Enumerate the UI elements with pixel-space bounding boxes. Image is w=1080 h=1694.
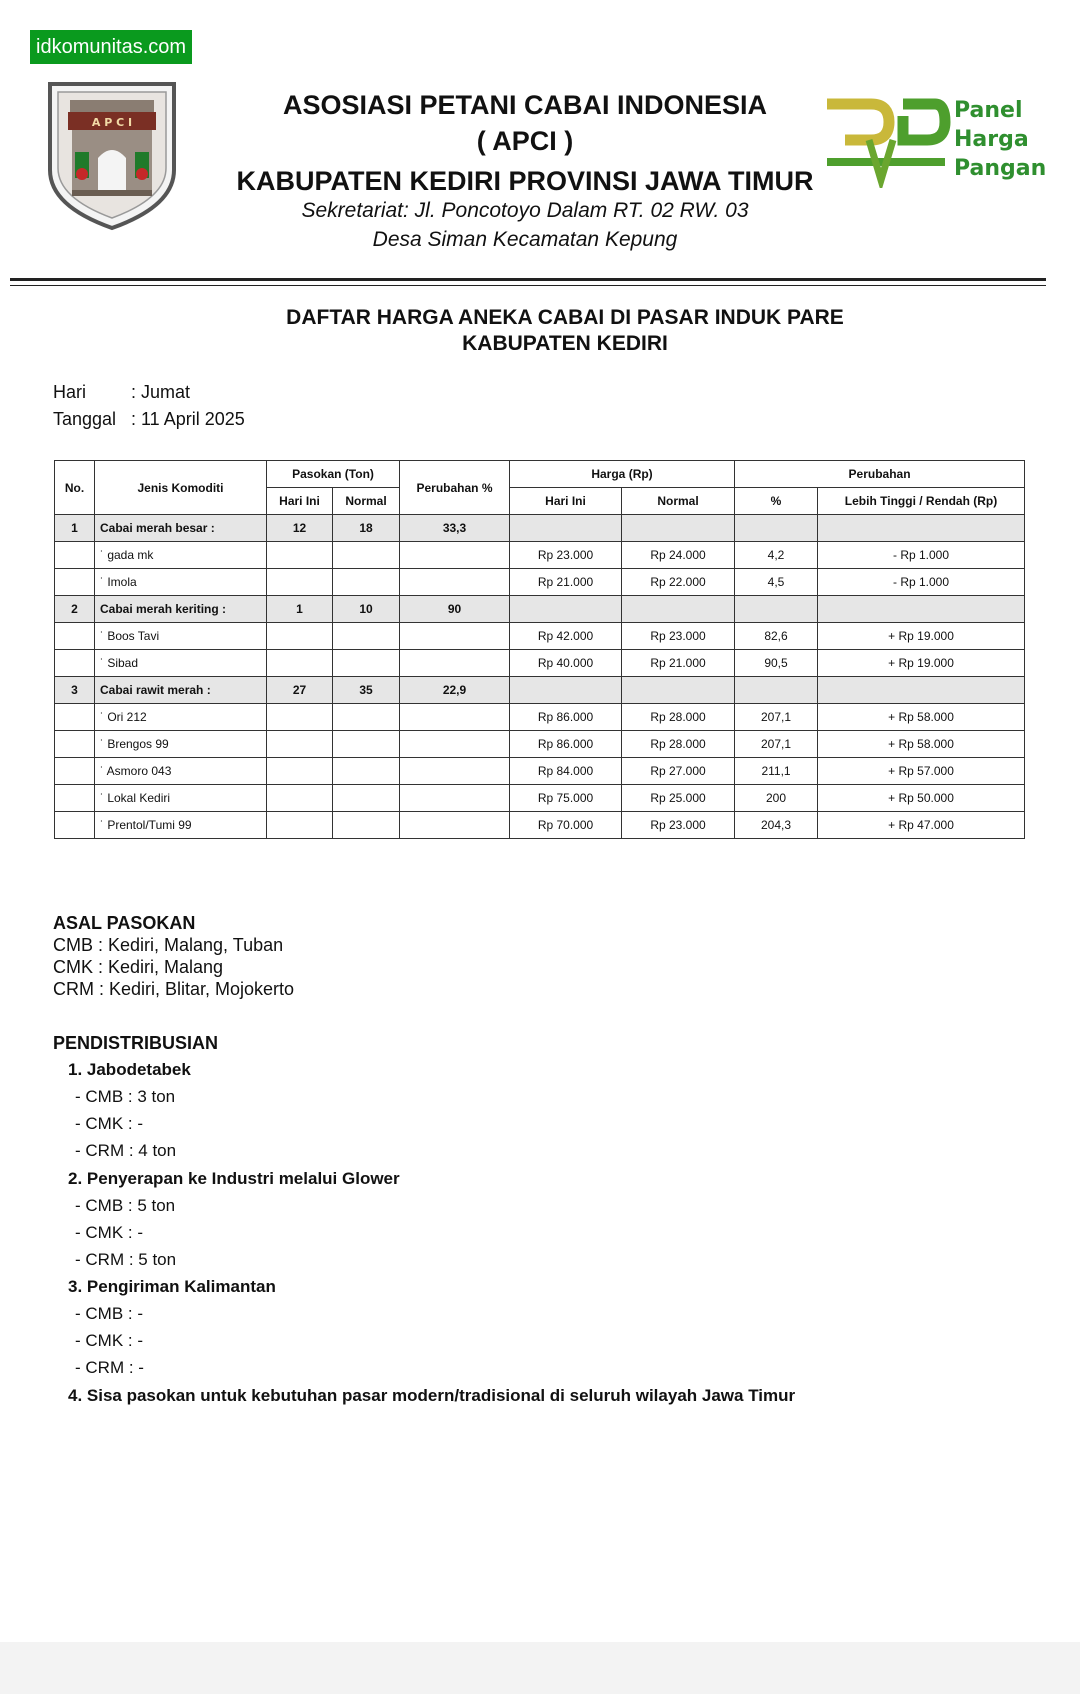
cell-pct: 200 (735, 785, 818, 812)
table-row (55, 785, 1025, 812)
cell-no: 3 (55, 677, 95, 704)
cell-pct: 90,5 (735, 650, 818, 677)
cell-pasokan-hari-ini (267, 758, 333, 785)
cell-harga-normal: Rp 27.000 (622, 758, 735, 785)
cell-pasokan-normal (333, 758, 400, 785)
table-row (55, 758, 1025, 785)
apci-logo-icon (42, 78, 182, 233)
table-row (55, 569, 1025, 596)
cell-no (55, 569, 95, 596)
cell-perubahan-pct (400, 758, 510, 785)
cell-no (55, 650, 95, 677)
cell-harga-hari-ini: Rp 86.000 (510, 704, 622, 731)
cell-pct: 4,2 (735, 542, 818, 569)
cell-harga-normal (622, 596, 735, 623)
cell-pasokan-hari-ini: 1 (267, 596, 333, 623)
cell-pasokan-normal (333, 623, 400, 650)
hari-label: Hari (53, 382, 87, 402)
pangan-word: Pangan (954, 156, 1047, 181)
dist-item-1-sub: - CRM : 4 ton (75, 1141, 177, 1160)
cell-jenis: ˙ Brengos 99 (95, 731, 267, 758)
cell-no (55, 731, 95, 758)
dist-item-2-title: 2. Penyerapan ke Industri melalui Glower (68, 1169, 400, 1188)
cell-lebih-tinggi-rendah (818, 515, 1025, 542)
page-bottom-band (0, 1642, 1080, 1694)
cell-pct: 207,1 (735, 704, 818, 731)
cell-pasokan-normal (333, 785, 400, 812)
dist-item-3-title: 3. Pengiriman Kalimantan (68, 1277, 276, 1296)
cell-pct: 204,3 (735, 812, 818, 839)
cell-pasokan-hari-ini (267, 623, 333, 650)
cell-perubahan-pct (400, 704, 510, 731)
cell-perubahan-pct: 33,3 (400, 515, 510, 542)
cell-harga-normal: Rp 22.000 (622, 569, 735, 596)
table-row (55, 704, 1025, 731)
header-harga-hari-ini: Hari Ini (510, 488, 622, 515)
meta-hari (53, 380, 190, 404)
cell-pasokan-hari-ini (267, 542, 333, 569)
header-pasokan-hari-ini: Hari Ini (267, 488, 333, 515)
cell-harga-normal: Rp 23.000 (622, 623, 735, 650)
cell-harga-hari-ini: Rp 70.000 (510, 812, 622, 839)
cell-perubahan-pct (400, 542, 510, 569)
cell-harga-normal: Rp 23.000 (622, 812, 735, 839)
cell-pct (735, 515, 818, 542)
cell-pasokan-normal (333, 704, 400, 731)
cell-lebih-tinggi-rendah: + Rp 58.000 (818, 704, 1025, 731)
cell-pasokan-normal (333, 542, 400, 569)
panel-harga-pangan-text (954, 96, 1046, 183)
cell-jenis: ˙ Prentol/Tumi 99 (95, 812, 267, 839)
table-row (55, 812, 1025, 839)
cell-no (55, 785, 95, 812)
header-harga-normal: Normal (622, 488, 735, 515)
cell-harga-normal (622, 677, 735, 704)
table-row (55, 650, 1025, 677)
header-pasokan: Pasokan (Ton) (267, 461, 400, 488)
cell-harga-hari-ini (510, 515, 622, 542)
cell-harga-normal (622, 515, 735, 542)
cell-harga-normal: Rp 28.000 (622, 704, 735, 731)
cell-no (55, 758, 95, 785)
header-divider-thick (10, 278, 1046, 281)
cell-pasokan-normal: 35 (333, 677, 400, 704)
cell-lebih-tinggi-rendah (818, 596, 1025, 623)
header-pct: % (735, 488, 818, 515)
cell-no (55, 812, 95, 839)
org-abbrev: ( APCI ) (476, 126, 574, 156)
cell-lebih-tinggi-rendah: - Rp 1.000 (818, 569, 1025, 596)
cell-pasokan-hari-ini (267, 812, 333, 839)
asal-line-cmb: CMB : Kediri, Malang, Tuban (53, 935, 284, 955)
header-pasokan-normal: Normal (333, 488, 400, 515)
dist-item-3-sub: - CRM : - (75, 1358, 144, 1377)
hari-value: : Jumat (131, 382, 191, 402)
meta-tanggal (53, 407, 245, 431)
table-category-row (55, 596, 1025, 623)
cell-jenis: Cabai rawit merah : (95, 677, 267, 704)
asal-line-crm: CRM : Kediri, Blitar, Mojokerto (53, 979, 295, 999)
header-divider-thin (10, 285, 1046, 286)
cell-pasokan-normal: 10 (333, 596, 400, 623)
cell-lebih-tinggi-rendah: + Rp 57.000 (818, 758, 1025, 785)
cell-perubahan-pct (400, 785, 510, 812)
cell-pasokan-hari-ini (267, 569, 333, 596)
cell-harga-hari-ini: Rp 42.000 (510, 623, 622, 650)
dist-item-2-sub: - CMK : - (75, 1223, 143, 1242)
cell-lebih-tinggi-rendah: + Rp 50.000 (818, 785, 1025, 812)
dist-item-1-sub: - CMB : 3 ton (75, 1087, 176, 1106)
cell-lebih-tinggi-rendah: - Rp 1.000 (818, 542, 1025, 569)
dist-item-1-title: 1. Jabodetabek (68, 1060, 191, 1079)
cell-perubahan-pct (400, 650, 510, 677)
cell-jenis: ˙ Boos Tavi (95, 623, 267, 650)
cell-no (55, 542, 95, 569)
cell-jenis: Cabai merah besar : (95, 515, 267, 542)
dist-item-1-sub: - CMK : - (75, 1114, 143, 1133)
dist-item-4-title: 4. Sisa pasokan untuk kebutuhan pasar modern/tradisional di seluruh wilayah Jawa Timur (68, 1386, 796, 1405)
cell-pasokan-hari-ini (267, 785, 333, 812)
cell-harga-hari-ini (510, 596, 622, 623)
cell-harga-hari-ini: Rp 84.000 (510, 758, 622, 785)
org-address-1: Sekretariat: Jl. Poncotoyo Dalam RT. 02 RW. 03 (301, 199, 749, 222)
header-perubahan: Perubahan (735, 461, 1025, 488)
cell-no (55, 704, 95, 731)
cell-jenis: Cabai merah keriting : (95, 596, 267, 623)
cell-harga-normal: Rp 21.000 (622, 650, 735, 677)
header-harga: Harga (Rp) (510, 461, 735, 488)
cell-pct: 4,5 (735, 569, 818, 596)
cell-lebih-tinggi-rendah: + Rp 47.000 (818, 812, 1025, 839)
cell-pasokan-hari-ini (267, 731, 333, 758)
cell-pasokan-hari-ini (267, 704, 333, 731)
cell-perubahan-pct: 22,9 (400, 677, 510, 704)
cell-jenis: ˙ Asmoro 043 (95, 758, 267, 785)
cell-pasokan-normal (333, 569, 400, 596)
dist-item-2-sub: - CRM : 5 ton (75, 1250, 177, 1269)
cell-harga-normal: Rp 25.000 (622, 785, 735, 812)
table-row (55, 623, 1025, 650)
panel-word: Panel (954, 98, 1023, 123)
cell-pasokan-normal: 18 (333, 515, 400, 542)
header-no: No. (55, 461, 95, 515)
cell-harga-normal: Rp 28.000 (622, 731, 735, 758)
pendistribusian-title: PENDISTRIBUSIAN (53, 1033, 219, 1053)
cell-harga-hari-ini (510, 677, 622, 704)
cell-harga-hari-ini: Rp 86.000 (510, 731, 622, 758)
cell-lebih-tinggi-rendah: + Rp 19.000 (818, 650, 1025, 677)
cell-jenis: ˙ Imola (95, 569, 267, 596)
cell-pct: 207,1 (735, 731, 818, 758)
cell-pasokan-hari-ini: 27 (267, 677, 333, 704)
dist-item-3-sub: - CMK : - (75, 1331, 143, 1350)
dist-item-2-sub: - CMB : 5 ton (75, 1196, 176, 1215)
cell-no (55, 623, 95, 650)
apci-logo-label: A P C I (91, 116, 133, 129)
cell-jenis: ˙ Ori 212 (95, 704, 267, 731)
cell-harga-hari-ini: Rp 40.000 (510, 650, 622, 677)
tanggal-value: : 11 April 2025 (131, 409, 245, 429)
header-lebih-tinggi-rendah: Lebih Tinggi / Rendah (Rp) (818, 488, 1025, 515)
document-title: DAFTAR HARGA ANEKA CABAI DI PASAR INDUK PARE (286, 306, 844, 329)
header-perubahan-pct: Perubahan % (400, 461, 510, 515)
cell-harga-normal: Rp 24.000 (622, 542, 735, 569)
watermark-badge: idkomunitas.com (30, 30, 192, 64)
document-subtitle: KABUPATEN KEDIRI (462, 332, 668, 355)
org-address-2: Desa Siman Kecamatan Kepung (372, 228, 678, 251)
table-category-row (55, 515, 1025, 542)
cell-perubahan-pct (400, 623, 510, 650)
cell-pct (735, 596, 818, 623)
org-region: KABUPATEN KEDIRI PROVINSI JAWA TIMUR (236, 166, 814, 196)
cell-pct: 82,6 (735, 623, 818, 650)
cell-pasokan-normal (333, 731, 400, 758)
dist-item-3-sub: - CMB : - (75, 1304, 143, 1323)
cell-lebih-tinggi-rendah: + Rp 58.000 (818, 731, 1025, 758)
header-jenis-komoditi: Jenis Komoditi (95, 461, 267, 515)
table-row (55, 731, 1025, 758)
cell-perubahan-pct (400, 812, 510, 839)
table-row (55, 542, 1025, 569)
org-name: ASOSIASI PETANI CABAI INDONESIA (282, 90, 768, 120)
cell-pasokan-normal (333, 650, 400, 677)
price-table (54, 460, 1025, 839)
cell-pasokan-normal (333, 812, 400, 839)
cell-lebih-tinggi-rendah: + Rp 19.000 (818, 623, 1025, 650)
cell-no: 2 (55, 596, 95, 623)
cell-perubahan-pct: 90 (400, 596, 510, 623)
cell-harga-hari-ini: Rp 21.000 (510, 569, 622, 596)
asal-pasokan-title: ASAL PASOKAN (53, 913, 196, 933)
cell-harga-hari-ini: Rp 75.000 (510, 785, 622, 812)
cell-no: 1 (55, 515, 95, 542)
cell-pct: 211,1 (735, 758, 818, 785)
cell-perubahan-pct (400, 731, 510, 758)
table-category-row (55, 677, 1025, 704)
harga-word: Harga (954, 127, 1029, 152)
asal-line-cmk: CMK : Kediri, Malang (53, 957, 224, 977)
cell-jenis: ˙ Lokal Kediri (95, 785, 267, 812)
tanggal-label: Tanggal (53, 409, 117, 429)
cell-pasokan-hari-ini: 12 (267, 515, 333, 542)
cell-lebih-tinggi-rendah (818, 677, 1025, 704)
cell-jenis: ˙ Sibad (95, 650, 267, 677)
cell-perubahan-pct (400, 569, 510, 596)
cell-harga-hari-ini: Rp 23.000 (510, 542, 622, 569)
cell-pasokan-hari-ini (267, 650, 333, 677)
cell-jenis: ˙ gada mk (95, 542, 267, 569)
cell-pct (735, 677, 818, 704)
